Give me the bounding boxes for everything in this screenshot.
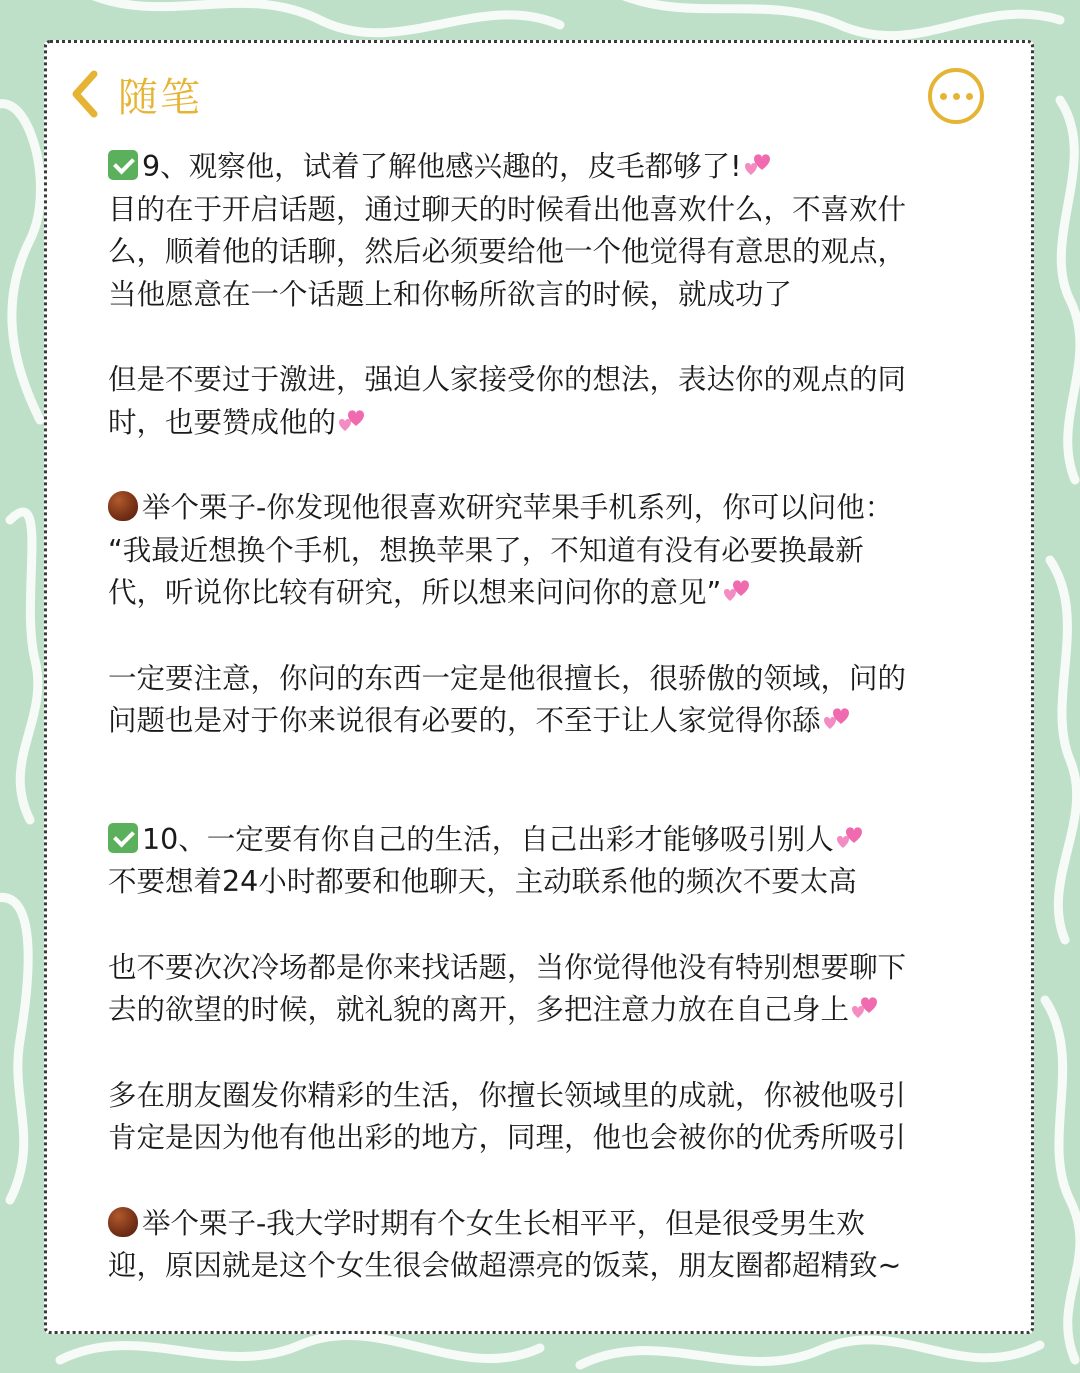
section-9-paragraph-2 — [108, 359, 978, 444]
text-line: 多在朋友圈发你精彩的生活，你擅长领域里的成就，你被他吸引 — [108, 1078, 907, 1112]
header-title: 随笔 — [118, 74, 202, 121]
back-button[interactable] — [68, 66, 202, 122]
more-dots-icon — [940, 93, 947, 100]
section-10-heading — [108, 819, 978, 862]
more-dots-icon-2 — [953, 93, 960, 100]
two-hearts-icon — [721, 576, 755, 606]
two-hearts-icon — [742, 150, 776, 180]
section-9-paragraph-1 — [108, 189, 978, 317]
text-line: 当他愿意在一个话题上和你畅所欲言的时候，就成功了 — [108, 277, 793, 311]
text-line: 么，顺着他的话聊，然后必须要给他一个他觉得有意思的观点， — [108, 235, 907, 268]
text-fragment: 去的欲望的时候，就礼貌的离开，多把注意力放在自己身上 — [108, 993, 850, 1026]
text-line: “我最近想换个手机，想换苹果了，不知道有没有必要换最新 — [108, 533, 864, 567]
text-line: 但是不要过于激进，强迫人家接受你的想法，表达你的观点的同 — [108, 363, 907, 396]
paragraph-gap — [108, 316, 978, 359]
section-9-heading — [108, 146, 978, 189]
two-hearts-icon — [834, 823, 868, 853]
two-hearts-icon — [849, 993, 883, 1023]
text-line: 目的在于开启话题，通过聊天的时候看出他喜欢什么，不喜欢什 — [108, 192, 907, 226]
check-mark-icon — [108, 150, 138, 180]
more-options-button[interactable] — [928, 68, 984, 124]
text-fragment: 举个栗子-我大学时期有个女生长相平平，但是很受男生欢 — [142, 1206, 865, 1240]
text-line — [108, 1203, 978, 1246]
chestnut-icon — [108, 491, 138, 521]
paragraph-gap — [108, 904, 978, 947]
paragraph-gap — [108, 1032, 978, 1075]
text-line — [108, 700, 978, 743]
text-line — [108, 402, 978, 445]
text-fragment: 时，也要赞成他的 — [108, 405, 337, 439]
chevron-left-icon — [68, 68, 100, 120]
section-10-paragraph-2 — [108, 947, 978, 1032]
paragraph-gap — [108, 615, 978, 658]
section-10-example — [108, 1203, 978, 1288]
text-line: 不要想着24小时都要和他聊天，主动联系他的频次不要太高 — [108, 865, 857, 898]
section-10-heading-text: 10、一定要有你自己的生活，自己出彩才能够吸引别人 — [142, 822, 834, 856]
paragraph-gap — [108, 1160, 978, 1203]
text-line: 一定要注意，你问的东西一定是他很擅长，很骄傲的领域，问的 — [108, 661, 907, 695]
text-line: 也不要次次冷场都是你来找话题，当你觉得他没有特别想要聊下 — [108, 950, 907, 984]
section-gap — [108, 743, 978, 819]
section-10-paragraph-1 — [108, 861, 978, 904]
text-fragment: 举个栗子-你发现他很喜欢研究苹果手机系列，你可以问他： — [142, 491, 894, 524]
two-hearts-icon — [821, 704, 855, 734]
text-fragment: 问题也是对于你来说很有必要的，不至于让人家觉得你舔 — [108, 704, 821, 737]
section-10-paragraph-3 — [108, 1075, 978, 1160]
two-hearts-icon — [336, 406, 370, 436]
check-mark-icon — [108, 823, 138, 853]
text-line — [108, 572, 978, 615]
more-dots-icon-3 — [966, 93, 973, 100]
text-line: 迎，原因就是这个女生很会做超漂亮的饭菜，朋友圈都超精致~ — [108, 1249, 902, 1282]
paragraph-gap — [108, 444, 978, 487]
text-line: 肯定是因为他有他出彩的地方，同理，他也会被你的优秀所吸引 — [108, 1121, 907, 1154]
text-line — [108, 487, 978, 530]
note-body — [108, 146, 978, 1288]
text-line — [108, 989, 978, 1032]
section-9-heading-text: 9、观察他，试着了解他感兴趣的，皮毛都够了! — [142, 150, 742, 183]
text-fragment: 代，听说你比较有研究，所以想来问问你的意见” — [108, 576, 722, 609]
section-9-note — [108, 658, 978, 743]
section-9-example — [108, 487, 978, 615]
chestnut-icon — [108, 1207, 138, 1237]
